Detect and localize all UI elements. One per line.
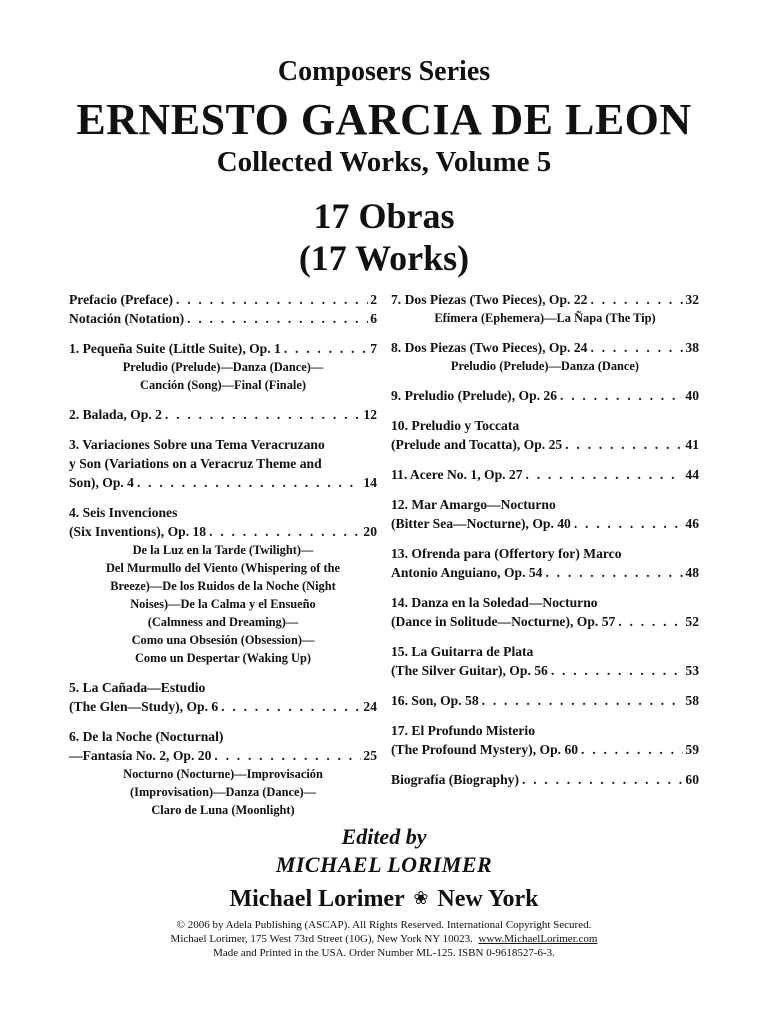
- toc-right-column: [391, 290, 699, 800]
- toc-page-number: 44: [685, 467, 699, 482]
- toc-entry: [69, 290, 377, 309]
- toc-entry: [69, 503, 377, 667]
- toc-line: [69, 290, 377, 309]
- toc-entry-title: 6. De la Noche (Nocturnal): [69, 729, 224, 744]
- toc-line: [391, 642, 699, 661]
- toc-page-number: 53: [685, 663, 699, 678]
- toc-line: [69, 503, 377, 522]
- toc-page-number: 7: [370, 341, 377, 356]
- dot-leader: [542, 563, 683, 582]
- toc-entry: [391, 770, 699, 789]
- toc-entry: [391, 495, 699, 533]
- toc-line: [391, 386, 699, 405]
- editor-name: MICHAEL LORIMER: [275, 852, 493, 877]
- dot-leader: [162, 405, 361, 424]
- toc-line: [391, 544, 699, 563]
- toc-left-column: [69, 290, 377, 830]
- toc-entry: [391, 721, 699, 759]
- toc-subtitle: (Calmness and Dreaming)—: [147, 615, 299, 629]
- toc-line: [69, 454, 377, 473]
- toc-line: [69, 746, 377, 765]
- toc-page-number: 48: [685, 565, 699, 580]
- publisher-name: Michael Lorimer: [229, 886, 405, 912]
- flower-ornament-icon: ❀: [413, 888, 429, 909]
- dot-leader: [562, 435, 683, 454]
- publisher-city: New York: [437, 886, 539, 912]
- toc-entry-title: (Dance in Solitude—Nocturne), Op. 57: [391, 614, 616, 629]
- toc-entry-title: 17. El Profundo Misterio: [391, 723, 535, 738]
- edited-by-label: Edited by: [341, 824, 427, 849]
- toc-line: [391, 290, 699, 309]
- toc-line: [391, 691, 699, 710]
- toc-entry-title: 11. Acere No. 1, Op. 27: [391, 467, 523, 482]
- toc-entry-title: y Son (Variations on a Veracruz Theme and: [69, 456, 322, 471]
- toc-entry-title: (The Profound Mystery), Op. 60: [391, 742, 579, 757]
- toc-entry: [391, 544, 699, 582]
- dot-leader: [211, 746, 361, 765]
- printing-info: Made and Printed in the USA. Order Number ML-125. ISBN 0-9618527-6-3.: [213, 947, 555, 959]
- toc-entry-title: (Bitter Sea—Nocturne), Op. 40: [391, 516, 571, 531]
- toc-line: [391, 465, 699, 484]
- dot-leader: [479, 691, 684, 710]
- toc-page-number: 20: [363, 524, 377, 539]
- dot-leader: [557, 386, 683, 405]
- toc-line: [69, 522, 377, 541]
- toc-subtitle: (Improvisation)—Danza (Dance)—: [130, 785, 316, 799]
- toc-subtitle: Claro de Luna (Moonlight): [151, 803, 295, 817]
- toc-entry-title: 16. Son, Op. 58: [391, 693, 479, 708]
- toc-entry-title: Son), Op. 4: [69, 475, 134, 490]
- toc-line: [391, 563, 699, 582]
- dot-leader: [134, 473, 361, 492]
- toc-entry-title: 3. Variaciones Sobre una Tema Veracruzano: [69, 437, 325, 452]
- toc-entry-title: 8. Dos Piezas (Two Pieces), Op. 24: [391, 340, 588, 355]
- toc-entry-title: Notación (Notation): [69, 311, 185, 326]
- toc-subtitle: Nocturno (Nocturne)—Improvisación: [123, 767, 323, 781]
- publisher-address: Michael Lorimer, 175 West 73rd Street (10G), New York NY 10023.: [170, 933, 473, 945]
- toc-page-number: 6: [370, 311, 377, 326]
- toc-entry-title: 12. Mar Amargo—Nocturno: [391, 497, 556, 512]
- toc-entry-title: 2. Balada, Op. 2: [69, 407, 162, 422]
- toc-entry: [69, 435, 377, 492]
- website-link[interactable]: www.MichaelLorimer.com: [478, 933, 598, 945]
- toc-subtitle: Preludio (Prelude)—Danza (Dance): [450, 359, 640, 373]
- toc-line: [391, 593, 699, 612]
- toc-entry: [69, 405, 377, 424]
- toc-entry-title: 1. Pequeña Suite (Little Suite), Op. 1: [69, 341, 281, 356]
- dot-leader: [218, 697, 361, 716]
- toc-line: [391, 740, 699, 759]
- toc-subtitle: Como un Despertar (Waking Up): [134, 651, 311, 665]
- collection-title: Collected Works, Volume 5: [216, 146, 552, 178]
- toc-page-number: 40: [685, 388, 699, 403]
- toc-page-number: 52: [685, 614, 699, 629]
- work-title-english: (17 Works): [298, 238, 470, 278]
- toc-entry: [391, 691, 699, 710]
- toc-page-number: 25: [363, 748, 377, 763]
- toc-subtitle: Preludio (Prelude)—Danza (Dance)—: [122, 360, 324, 374]
- toc-entry: [69, 339, 377, 394]
- toc-page-number: 58: [685, 693, 699, 708]
- address-line: [0, 932, 768, 946]
- publisher-line: [0, 886, 768, 913]
- toc-entry-title: 13. Ofrenda para (Offertory for) Marco: [391, 546, 622, 561]
- toc-entry: [391, 386, 699, 405]
- toc-line: [69, 697, 377, 716]
- toc-entry-title: 15. La Guitarra de Plata: [391, 644, 534, 659]
- toc-entry-title: (Six Inventions), Op. 18: [69, 524, 207, 539]
- dot-leader: [281, 339, 368, 358]
- toc-subtitle: Breeze)—De los Ruidos de la Noche (Night: [110, 579, 336, 593]
- toc-page-number: 32: [685, 292, 699, 307]
- toc-line: [391, 416, 699, 435]
- toc-line: [391, 338, 699, 357]
- work-title-spanish: 17 Obras: [313, 196, 455, 236]
- toc-line: [391, 612, 699, 631]
- toc-entry-title: Prefacio (Preface): [69, 292, 174, 307]
- toc-entry-title: 5. La Cañada—Estudio: [69, 680, 206, 695]
- toc-line: [391, 514, 699, 533]
- toc-line: [391, 661, 699, 680]
- dot-leader: [548, 661, 684, 680]
- toc-page-number: 46: [685, 516, 699, 531]
- toc-entry: [69, 309, 377, 328]
- dot-leader: [587, 290, 683, 309]
- toc-page-number: 60: [685, 772, 699, 787]
- toc-line: [69, 435, 377, 454]
- toc-entry: [391, 338, 699, 375]
- toc-entry: [391, 593, 699, 631]
- toc-entry-title: 4. Seis Invenciones: [69, 505, 178, 520]
- toc-entry-title: —Fantasía No. 2, Op. 20: [69, 748, 212, 763]
- toc-page-number: 59: [685, 742, 699, 757]
- toc-line: [69, 405, 377, 424]
- dot-leader: [578, 740, 683, 759]
- toc-line: [391, 495, 699, 514]
- toc-line: [69, 678, 377, 697]
- toc-line: [69, 727, 377, 746]
- toc-line: [69, 339, 377, 358]
- toc-entry: [69, 727, 377, 819]
- toc-subtitle: De la Luz en la Tarde (Twilight)—: [132, 543, 314, 557]
- toc-subtitle: Del Murmullo del Viento (Whispering of the: [105, 561, 341, 575]
- toc-entry-title: (Prelude and Tocatta), Op. 25: [391, 437, 563, 452]
- toc-entry: [391, 642, 699, 680]
- toc-line: [69, 473, 377, 492]
- toc-entry-title: 7. Dos Piezas (Two Pieces), Op. 22: [391, 292, 588, 307]
- toc-entry-title: (The Glen—Study), Op. 6: [69, 699, 219, 714]
- toc-entry-title: 10. Preludio y Toccata: [391, 418, 520, 433]
- toc-line: [391, 721, 699, 740]
- dot-leader: [519, 770, 683, 789]
- dot-leader: [571, 514, 684, 533]
- dot-leader: [523, 465, 684, 484]
- toc-page-number: 2: [370, 292, 377, 307]
- toc-subtitle: Efímera (Ephemera)—La Ñapa (The Tip): [434, 311, 656, 325]
- toc-page-number: 38: [685, 340, 699, 355]
- toc-line: [391, 435, 699, 454]
- dot-leader: [206, 522, 361, 541]
- dot-leader: [615, 612, 683, 631]
- series-title: Composers Series: [277, 56, 491, 87]
- copyright-notice: © 2006 by Adela Publishing (ASCAP). All Rights Reserved. International Copyright Secured.: [176, 919, 592, 931]
- toc-entry-title: Biografía (Biography): [391, 772, 520, 787]
- toc-subtitle: Canción (Song)—Final (Finale): [140, 378, 306, 392]
- dot-leader: [184, 309, 368, 328]
- toc-entry-title: 9. Preludio (Prelude), Op. 26: [391, 388, 558, 403]
- toc-page-number: 24: [363, 699, 377, 714]
- toc-entry-title: (The Silver Guitar), Op. 56: [391, 663, 548, 678]
- toc-line: [69, 309, 377, 328]
- toc-entry: [69, 678, 377, 716]
- composer-name: ERNESTO GARCIA DE LEON: [76, 95, 692, 144]
- toc-entry: [391, 416, 699, 454]
- toc-subtitle: Como una Obsesión (Obsession)—: [131, 633, 315, 647]
- toc-page-number: 12: [363, 407, 377, 422]
- toc-subtitle: Noises)—De la Calma y el Ensueño: [130, 597, 316, 611]
- toc-page-number: 14: [363, 475, 377, 490]
- toc-entry: [391, 290, 699, 327]
- dot-leader: [173, 290, 368, 309]
- dot-leader: [587, 338, 683, 357]
- toc-entry-title: Antonio Anguiano, Op. 54: [391, 565, 543, 580]
- toc-entry-title: 14. Danza en la Soledad—Nocturno: [391, 595, 598, 610]
- toc-line: [391, 770, 699, 789]
- toc-page-number: 41: [685, 437, 699, 452]
- toc-entry: [391, 465, 699, 484]
